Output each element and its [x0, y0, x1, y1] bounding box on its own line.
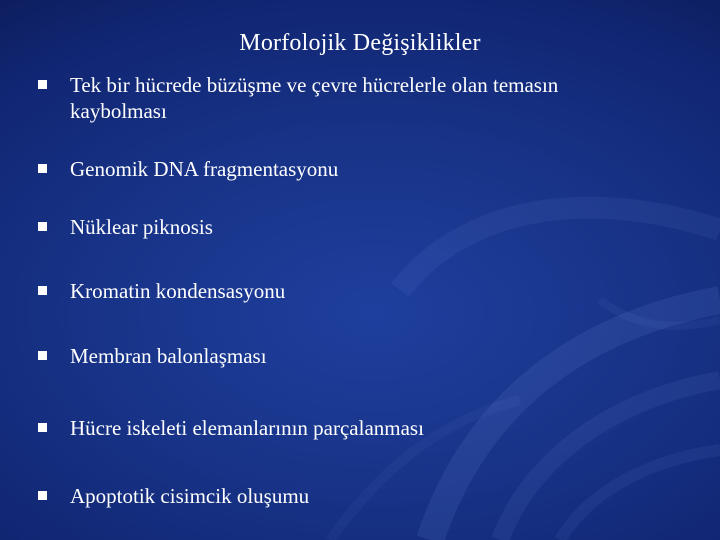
slide-title: Morfolojik Değişiklikler — [239, 30, 481, 56]
bullet-text: Genomik DNA fragmentasyonu — [70, 157, 339, 181]
square-bullet-icon — [38, 222, 47, 231]
bullet-text: Tek bir hücrede büzüşme ve çevre hücrelerle olan temasın kaybolması — [70, 73, 559, 123]
bullet-text: Apoptotik cisimcik oluşumu — [70, 484, 310, 508]
square-bullet-icon — [38, 491, 47, 500]
square-bullet-icon — [38, 80, 47, 89]
square-bullet-icon — [38, 351, 47, 360]
square-bullet-icon — [38, 286, 47, 295]
bullet-text: Nüklear piknosis — [70, 215, 213, 239]
square-bullet-icon — [38, 423, 47, 432]
bullet-text: Kromatin kondensasyonu — [70, 279, 286, 303]
bullet-text: Membran balonlaşması — [70, 344, 267, 368]
bullet-text: Hücre iskeleti elemanlarının parçalanması — [70, 416, 424, 440]
square-bullet-icon — [38, 164, 47, 173]
